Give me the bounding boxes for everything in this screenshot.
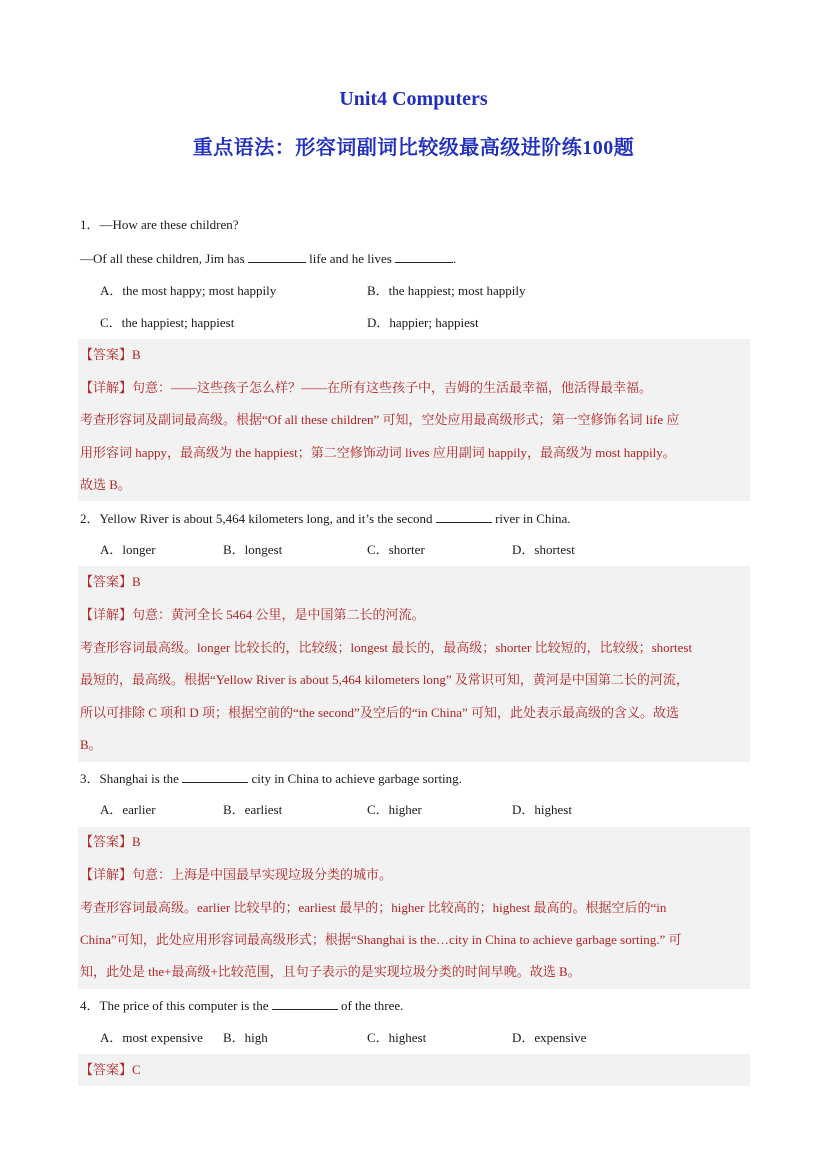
q2-option-d: D．shortest	[512, 542, 575, 557]
q1-line2	[80, 250, 456, 267]
q2-stem-part-b: river in China.	[495, 511, 571, 526]
q4-option-a: A．most expensive	[100, 1030, 203, 1045]
q1-line2-part-c: .	[453, 251, 457, 266]
q1-explanation-2: 用形容词 happy，最高级为 the happiest；第二空修饰动词 lives 应用副词 happily，最高级为 most happily。	[80, 445, 676, 460]
q1-answer: 【答案】B	[80, 347, 141, 362]
q3-answer: 【答案】B	[80, 834, 141, 849]
q3-number: 3．	[80, 771, 100, 786]
q2-option-c: C．shorter	[367, 542, 425, 557]
q3-option-d: D．highest	[512, 802, 572, 817]
q1-line2-part-b: life and he lives	[309, 251, 392, 266]
q3-option-a: A．earlier	[100, 802, 156, 817]
q4-answer: 【答案】C	[80, 1062, 141, 1077]
q3-explanation-1: 考查形容词最高级。earlier 比较早的；earliest 最早的；higher 比较高的；highest 最高的。根据空后的“in	[80, 900, 667, 915]
q4-option-d: D．expensive	[512, 1030, 587, 1045]
q3-stem-part-a: Shanghai is the	[99, 771, 179, 786]
q3-stem	[80, 770, 462, 787]
q3-option-b: B．earliest	[223, 802, 283, 817]
q2-blank	[436, 510, 492, 523]
q1-number: 1．	[80, 217, 100, 232]
q2-number: 2．	[80, 511, 100, 526]
document-title: Unit4 Computers	[339, 88, 488, 110]
q2-option-a: A．longer	[100, 542, 156, 557]
q4-option-b: B．high	[223, 1030, 268, 1045]
q1-line1	[80, 217, 239, 233]
q2-option-b: B．longest	[223, 542, 283, 557]
q4-option-c: C．highest	[367, 1030, 427, 1045]
q1-explanation-3: 故选 B。	[80, 477, 131, 492]
q2-stem	[80, 510, 571, 527]
q2-explanation-3: 所以可排除 C 项和 D 项；根据空前的“the second”及空后的“in China” 可知，此处表示最高级的含义。故选	[80, 705, 680, 720]
q4-stem-part-b: of the three.	[340, 998, 404, 1013]
q1-explanation-1: 考查形容词及副词最高级。根据“Of all these children” 可知，空处应用最高级形式；第一空修饰名词 life 应	[80, 412, 680, 427]
q2-answer-box	[78, 566, 750, 762]
q4-blank	[272, 997, 338, 1010]
q3-option-c: C．higher	[367, 802, 422, 817]
q3-detail: 【详解】句意：上海是中国最早实现垃圾分类的城市。	[80, 867, 393, 882]
q3-blank	[182, 770, 248, 783]
q1-option-c: C．the happiest; happiest	[100, 315, 235, 330]
q2-explanation-2: 最短的，最高级。根据“Yellow River is about 5,464 kilometers long” 及常识可知，黄河是中国第二长的河流，	[80, 672, 689, 687]
q4-stem-part-a: The price of this computer is the	[99, 998, 269, 1013]
q4-number: 4．	[80, 998, 100, 1013]
q1-detail: 【详解】句意：——这些孩子怎么样？——在所有这些孩子中，吉姆的生活最幸福，他活得最幸福。	[80, 380, 653, 395]
q3-explanation-3: 知，此处是 the+最高级+比较范围，且句子表示的是实现垃圾分类的时间早晚。故选 B。	[80, 964, 581, 979]
q2-stem-part-a: Yellow River is about 5,464 kilometers long, and it’s the second	[99, 511, 433, 526]
document-subtitle: 重点语法：形容词副词比较级最高级进阶练100题	[192, 137, 635, 159]
q2-explanation-1: 考查形容词最高级。longer 比较长的，比较级；longest 最长的，最高级；shorter 比较短的，比较级；shortest	[80, 640, 693, 655]
q1-line2-part-a: —Of all these children, Jim has	[80, 251, 245, 266]
q1-option-d: D．happier; happiest	[367, 315, 479, 330]
q2-detail: 【详解】句意：黄河全长 5464 公里，是中国第二长的河流。	[80, 607, 425, 622]
q1-blank-1	[248, 250, 306, 263]
q1-blank-2	[395, 250, 453, 263]
q3-explanation-2: China”可知，此处应用形容词最高级形式；根据“Shanghai is the…city in China to achieve garbage sorting.” 可	[80, 932, 682, 947]
q2-explanation-4: B。	[80, 737, 102, 752]
q1-option-a: A．the most happy; most happily	[100, 283, 277, 298]
q4-stem	[80, 997, 403, 1014]
q4-answer-box	[78, 1054, 750, 1086]
q1-option-b: B．the happiest; most happily	[367, 283, 526, 298]
q1-line1-text: —How are these children?	[99, 217, 239, 232]
q2-answer: 【答案】B	[80, 574, 141, 589]
q3-stem-part-b: city in China to achieve garbage sorting.	[251, 771, 462, 786]
